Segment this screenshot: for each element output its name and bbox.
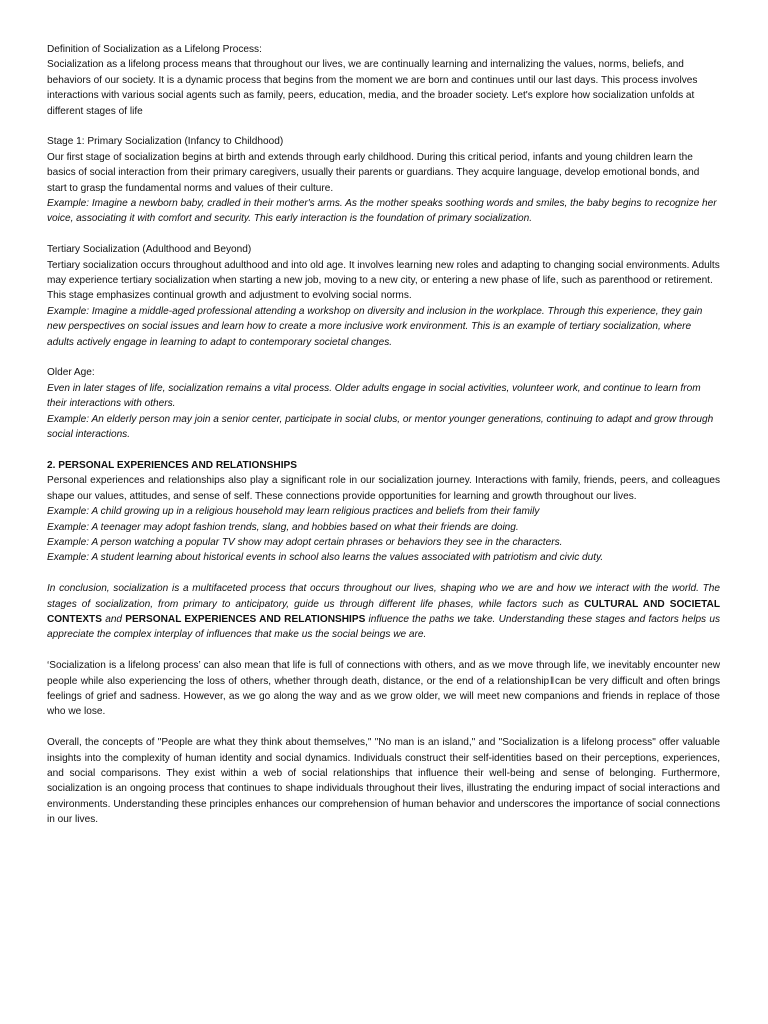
lifelong-body: ‘Socialization is a lifelong process’ can also mean that life is full of connections with others, and as we move through life, we inevitably encounter new people while also experiencing the loss of others, whether through death, distance, or the end of a relationship ‖ can be very difficult and often brings feelings of grief and sadness. However, as we go along the way and as we grow older, we will meet new companions and friends in replace of those who we lose. — [47, 660, 720, 718]
personal-body: Personal experiences and relationships also play a significant role in our socialization journey. Interactions with family, friends, peers, and colleagues shape our values, attitudes, and sense of self. These connections provide opportunities for learning and growth throughout our lives. — [47, 475, 720, 502]
definition-heading: Definition of Socialization as a Lifelong Process: — [47, 44, 262, 55]
definition-body: Socialization as a lifelong process means that throughout our lives, we are continually learning and internalizing the values, norms, beliefs, and behaviors of our society. It is a dynamic process that begins from the moment we are born and continues until our last days. This process involves interactions with various social agents such as family, peers, education, media, and the broader society. Let's explore how socialization unfolds at different stages of life — [47, 59, 698, 117]
overall-section — [47, 735, 720, 827]
personal-example-1: Example: A child growing up in a religious household may learn religious practices and beliefs from their family — [47, 506, 540, 518]
overall-body: Overall, the concepts of "People are what they think about themselves," "No man is an island," and "Socialization is a lifelong process" offer valuable insights into the complexity of human identity and social dynamics. Individuals construct their self-identities based on their perceptions, experiences, and social comparisons. They exist within a web of social relationships that influence their well-being and sense of belonging. Furthermore, socialization is an ongoing process that continues to shape individuals throughout their lives, illustrating the enduring impact of social interactions and environments. Understanding these principles enhances our comprehension of human behavior and underscores the importance of social connections in our lives. — [47, 737, 720, 826]
tertiary-heading: Tertiary Socialization (Adulthood and Beyond) — [47, 244, 252, 256]
tertiary-body: Tertiary socialization occurs throughout adulthood and into old age. It involves learning new roles and adapting to changing social environments. Adults may experience tertiary socialization when starting a new job, moving to a new city, or entering a new phase of life, such as parenthood or retirement. This stage emphasizes continual growth and adjustment to evolving social norms. — [47, 259, 720, 302]
conclusion-bold-2: PERSONAL EXPERIENCES AND RELATIONSHIPS — [125, 613, 366, 625]
conclusion-section — [47, 581, 720, 643]
stage1-heading: Stage 1: Primary Socialization (Infancy to Childhood) — [47, 136, 284, 148]
older-age-example: Example: An elderly person may join a senior center, participate in social clubs, or mentor younger generations, continuing to adapt and grow through social interactions. — [47, 413, 714, 441]
tertiary-section — [47, 242, 720, 350]
older-age-body: Even in later stages of life, socialization remains a vital process. Older adults engage in social activities, volunteer work, and continue to learn from their interactions with others. — [47, 382, 701, 410]
personal-heading: 2. PERSONAL EXPERIENCES AND RELATIONSHIPS — [47, 459, 297, 471]
conclusion-bold-1: CULTURAL AND SOCIETAL CONTEXTS — [47, 598, 720, 625]
definition-section — [47, 42, 720, 119]
conclusion-paragraph — [47, 581, 720, 643]
personal-example-4: Example: A student learning about historical events in school also learns the values associated with patriotism and civic duty. — [47, 552, 604, 564]
conclusion-text-3: influence the paths we take. Understanding these stages and factors helps us appreciate the complex interplay of influences that make us the social beings we are. — [47, 613, 720, 641]
older-age-heading: Older Age: — [47, 367, 95, 379]
tertiary-example: Example: Imagine a middle-aged professional attending a workshop on diversity and inclusion in the workplace. Through this experience, they gain new perspectives on social issues and learn how to create a more inclusive work environment. This is an example of tertiary socialization, where adults actively engage in learning to adapt to contemporary societal changes. — [47, 305, 703, 348]
stage1-section — [47, 134, 720, 226]
personal-section — [47, 458, 720, 566]
personal-example-3: Example: A person watching a popular TV show may adopt certain phrases or behaviors they see in the characters. — [47, 536, 563, 548]
older-age-section — [47, 365, 720, 442]
conclusion-text-1: In conclusion, socialization is a multifaceted process that occurs throughout our lives, shaping who we are and how we interact with the world. The stages of socialization, from primary to anticipatory, guide us through different life phases, while factors such as — [47, 583, 720, 610]
personal-example-2: Example: A teenager may adopt fashion trends, slang, and hobbies based on what their friends are doing. — [47, 521, 519, 533]
conclusion-text-2: and — [101, 613, 126, 625]
stage1-body: Our first stage of socialization begins at birth and extends through early childhood. During this critical period, infants and young children learn the basics of social interaction from their primary caregivers, usually their parents or guardians. They acquire language, develop emotional bonds, and start to grasp the fundamental norms and values of their culture. — [47, 151, 700, 194]
lifelong-section — [47, 658, 720, 720]
stage1-example: Example: Imagine a newborn baby, cradled in their mother's arms. As the mother speaks soothing words and smiles, the baby begins to recognize her voice, associating it with comfort and security. This early interaction is the foundation of primary socialization. — [47, 198, 717, 225]
